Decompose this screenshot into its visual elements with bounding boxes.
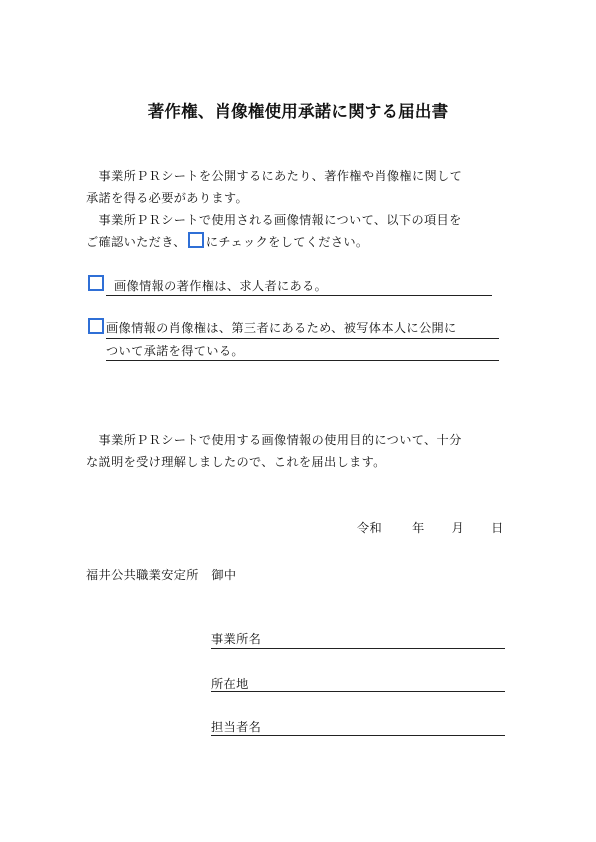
addressee: 福井公共職業安定所 御中 [86,568,237,582]
document-title: 著作権、肖像権使用承諾に関する届出書 [147,102,449,121]
check-item-portrait-underline-2 [106,360,499,361]
check-item-copyright-label: 画像情報の著作権は、求人者にある。 [114,279,328,293]
intro-line-1: 事業所ＰＲシートを公開するにあたり、著作権や肖像権に関して [86,169,463,183]
field-label-company-name: 事業所名 [211,632,262,646]
date-day: 日 [491,521,504,535]
check-item-portrait-underline-1 [106,338,499,339]
field-label-contact-person: 担当者名 [211,720,262,734]
date-line [357,517,504,539]
intro-line-4 [86,231,368,253]
checkbox-portrait-rights[interactable] [88,318,104,334]
checkbox-copyright[interactable] [88,275,104,291]
confirm-line-1: 事業所ＰＲシートで使用する画像情報の使用目的について、十分 [86,433,462,447]
confirm-line-2: な説明を受け理解しましたので、これを届出します。 [86,455,386,469]
date-year: 年 [412,521,425,535]
field-underline-company-name [211,648,505,649]
intro-line-4-after: にチェックをしてください。 [205,235,369,249]
field-underline-contact-person [211,735,505,736]
intro-line-3: 事業所ＰＲシートで使用される画像情報について、以下の項目を [86,213,462,227]
intro-line-4-before: ご確認いただき、 [86,235,186,249]
date-era: 令和 [357,521,383,535]
field-label-address: 所在地 [211,677,249,691]
check-item-portrait-line-2: ついて承諾を得ている。 [106,344,244,358]
example-checkbox-icon [188,232,204,248]
date-month: 月 [451,521,465,535]
check-item-copyright-underline [106,295,492,296]
intro-line-2: 承諾を得る必要があります。 [86,191,249,205]
field-underline-address [211,691,505,692]
check-item-portrait-line-1: 画像情報の肖像権は、第三者にあるため、被写体本人に公開に [106,321,457,335]
